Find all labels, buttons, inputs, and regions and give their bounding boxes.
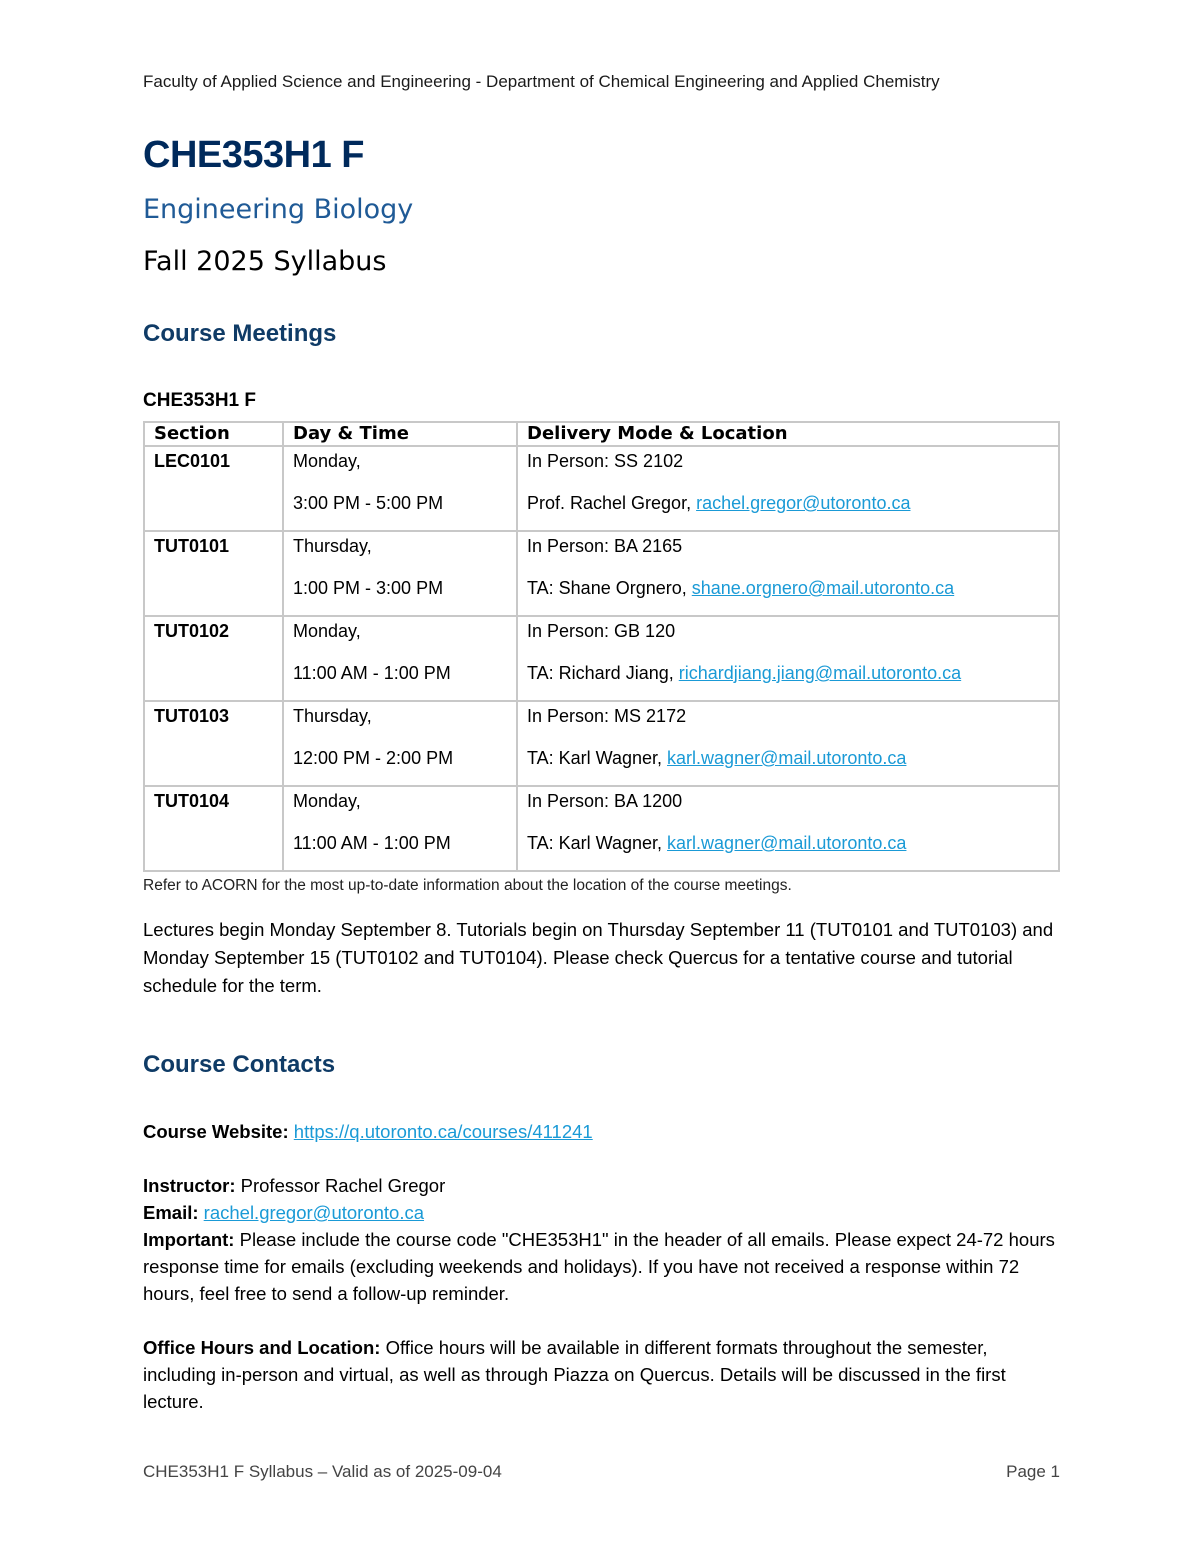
day-text: Monday, <box>293 451 361 471</box>
instructor-label: Instructor: <box>143 1175 236 1196</box>
contact-name: TA: Karl Wagner, <box>527 833 668 853</box>
contact-name: Prof. Rachel Gregor, <box>527 493 697 513</box>
instructor-line <box>143 1172 1063 1199</box>
day-time-cell <box>283 616 517 701</box>
email-link[interactable]: richardjiang.jiang@mail.utoronto.ca <box>678 663 962 683</box>
acorn-note: Refer to ACORN for the most up-to-date information about the location of the course meetings. <box>143 877 792 894</box>
course-meetings-heading: Course Meetings <box>143 320 337 347</box>
time-text: 11:00 AM - 1:00 PM <box>293 833 451 853</box>
contact-name: TA: Richard Jiang, <box>527 663 679 683</box>
day-text: Thursday, <box>293 706 372 726</box>
course-title: Engineering Biology <box>143 194 414 225</box>
location-text: In Person: GB 120 <box>527 621 676 641</box>
time-text: 12:00 PM - 2:00 PM <box>293 748 454 768</box>
location-cell <box>517 786 1059 871</box>
email-link[interactable]: karl.wagner@mail.utoronto.ca <box>667 748 907 768</box>
location-cell <box>517 616 1059 701</box>
email-link[interactable]: karl.wagner@mail.utoronto.ca <box>667 833 907 853</box>
table-row <box>144 616 1059 701</box>
course-contacts-heading: Course Contacts <box>143 1051 336 1078</box>
section-cell: TUT0102 <box>144 616 283 701</box>
table-row <box>144 446 1059 531</box>
day-time-cell <box>283 786 517 871</box>
office-hours-text: Office hours will be available in different formats throughout the semester, including in-person and virtual, as well as through Piazza on Quercus. Details will be discussed in the first lecture. <box>143 1337 1006 1412</box>
time-text: 11:00 AM - 1:00 PM <box>293 663 451 683</box>
section-cell: TUT0103 <box>144 701 283 786</box>
section-cell: LEC0101 <box>144 446 283 531</box>
day-time-cell <box>283 531 517 616</box>
location-text: In Person: BA 1200 <box>527 791 683 811</box>
course-code: CHE353H1 F <box>143 134 364 176</box>
section-cell: TUT0104 <box>144 786 283 871</box>
email-line <box>143 1199 1063 1226</box>
lectures-paragraph: Lectures begin Monday September 8. Tutorials begin on Thursday September 11 (TUT0101 and TUT0103) and Monday September 15 (TUT0102 and TUT0104). Please check Quercus for a tentative course and tutorial schedule for the term. <box>143 919 1054 996</box>
syllabus-page <box>143 70 1063 1415</box>
contacts-block <box>143 1118 1063 1415</box>
instructor-email-link[interactable]: rachel.gregor@utoronto.ca <box>203 1202 425 1223</box>
contact-name: TA: Karl Wagner, <box>527 748 668 768</box>
email-label: Email: <box>143 1202 199 1223</box>
email-link[interactable]: rachel.gregor@utoronto.ca <box>696 493 911 513</box>
important-text: Please include the course code "CHE353H1" in the header of all emails. Please expect 24-72 hours response time for emails (excluding weekends and holidays). If you have not received a response within 72 hours, feel free to send a follow-up reminder. <box>143 1229 1055 1304</box>
day-time-cell <box>283 701 517 786</box>
section-cell: TUT0101 <box>144 531 283 616</box>
meetings-table-caption: CHE353H1 F <box>143 390 256 411</box>
office-hours-line <box>143 1334 1063 1415</box>
contact-line <box>527 746 1049 770</box>
day-text: Monday, <box>293 621 361 641</box>
day-text: Thursday, <box>293 536 372 556</box>
time-text: 3:00 PM - 5:00 PM <box>293 493 444 513</box>
column-header-location: Delivery Mode & Location <box>517 422 1059 446</box>
contact-name: TA: Shane Orgnero, <box>527 578 692 598</box>
day-text: Monday, <box>293 791 361 811</box>
location-text: In Person: BA 2165 <box>527 536 683 556</box>
contact-line <box>527 831 1049 855</box>
page-footer <box>143 1462 1060 1482</box>
location-cell <box>517 701 1059 786</box>
important-label: Important: <box>143 1229 235 1250</box>
meetings-table <box>143 421 1060 872</box>
syllabus-label: Fall 2025 Syllabus <box>143 246 387 277</box>
time-text: 1:00 PM - 3:00 PM <box>293 578 444 598</box>
column-header-section: Section <box>144 422 283 446</box>
contact-line <box>527 576 1049 600</box>
location-cell <box>517 446 1059 531</box>
contact-line <box>527 661 1049 685</box>
table-row <box>144 701 1059 786</box>
table-header-row <box>144 422 1059 446</box>
website-line <box>143 1118 1063 1145</box>
important-line <box>143 1226 1063 1307</box>
office-hours-label: Office Hours and Location: <box>143 1337 381 1358</box>
page-number: Page 1 <box>1006 1462 1060 1481</box>
table-row <box>144 786 1059 871</box>
location-cell <box>517 531 1059 616</box>
day-time-cell <box>283 446 517 531</box>
table-row <box>144 531 1059 616</box>
instructor-name: Professor Rachel Gregor <box>240 1175 446 1196</box>
faculty-line: Faculty of Applied Science and Engineering - Department of Chemical Engineering and Applied Chemistry <box>143 72 940 91</box>
email-link[interactable]: shane.orgnero@mail.utoronto.ca <box>691 578 955 598</box>
contact-line <box>527 491 1049 515</box>
location-text: In Person: SS 2102 <box>527 451 684 471</box>
footer-validity: CHE353H1 F Syllabus – Valid as of 2025-09-04 <box>143 1462 502 1481</box>
course-website-link[interactable]: https://q.utoronto.ca/courses/411241 <box>293 1121 593 1142</box>
column-header-day-time: Day & Time <box>283 422 517 446</box>
website-label: Course Website: <box>143 1121 289 1142</box>
location-text: In Person: MS 2172 <box>527 706 687 726</box>
